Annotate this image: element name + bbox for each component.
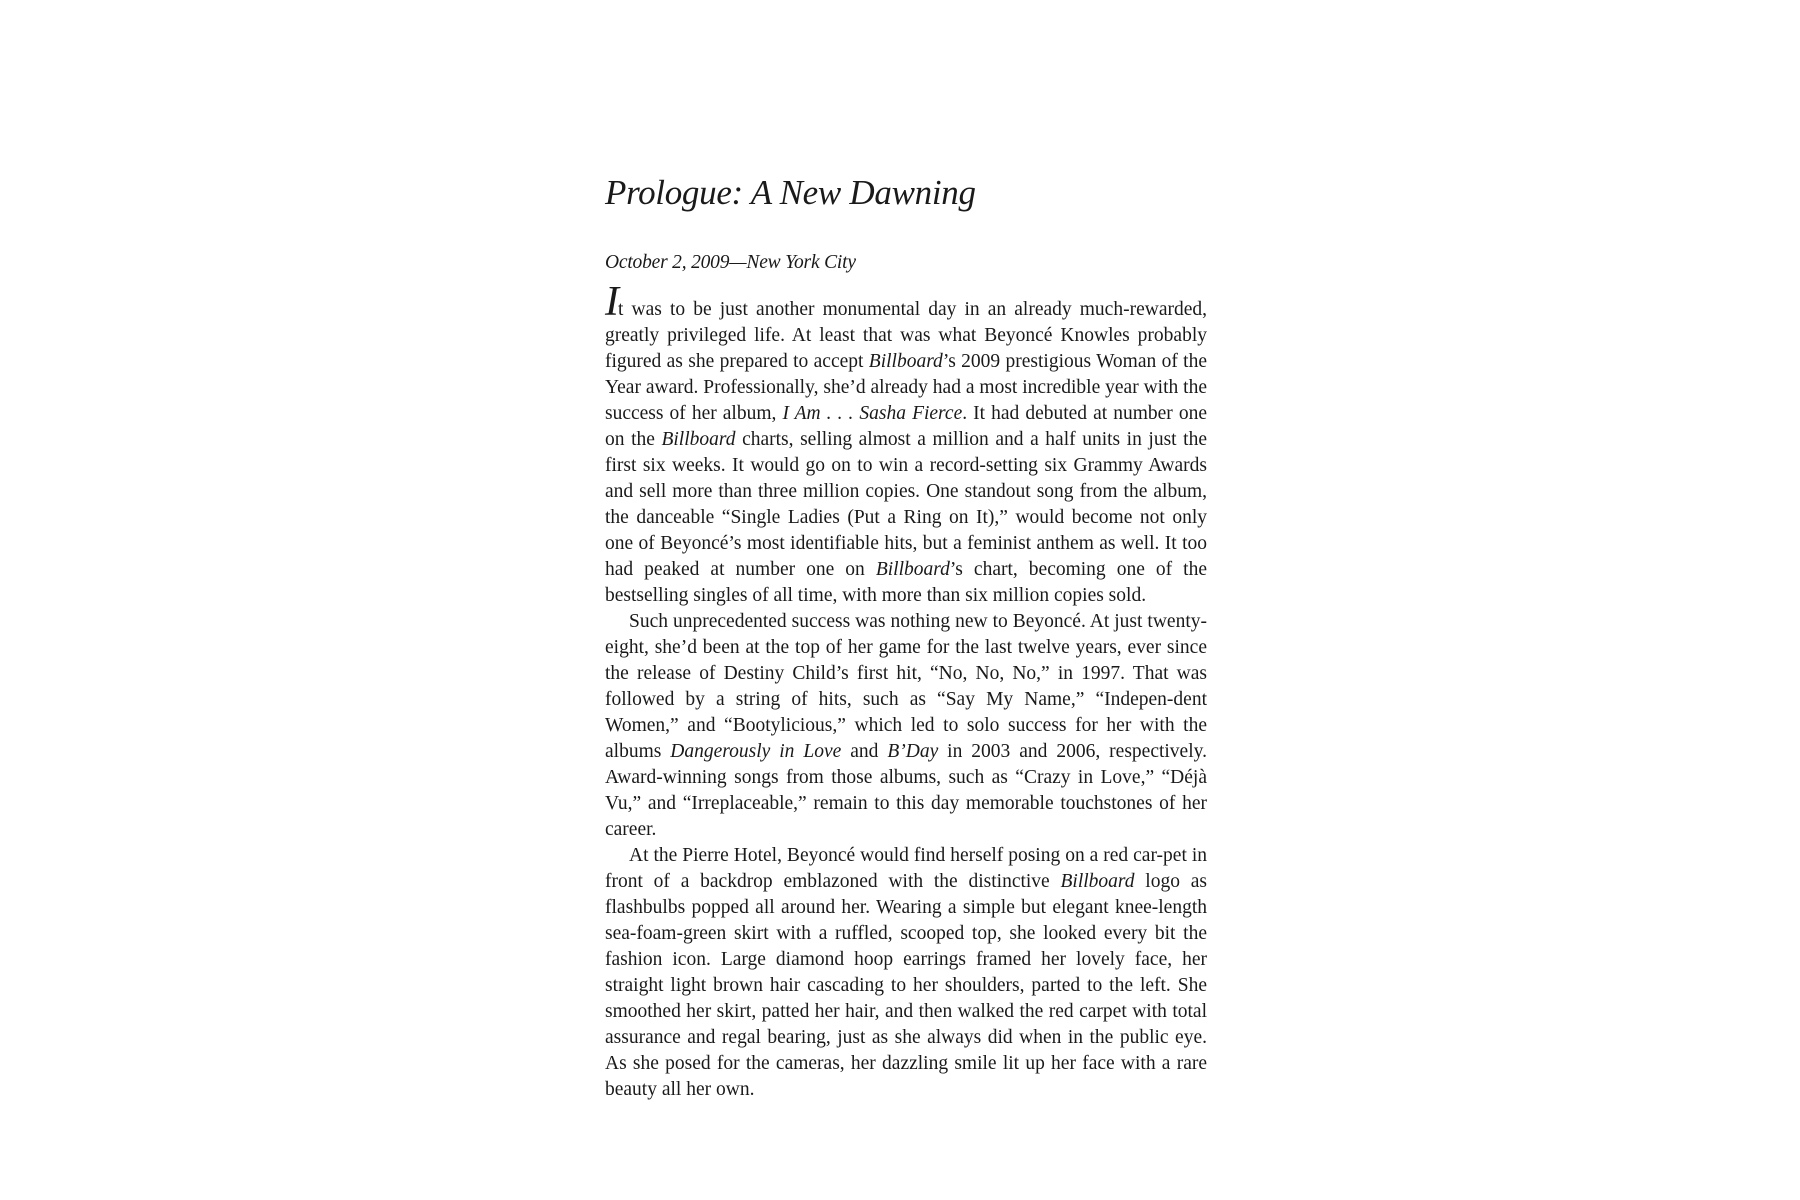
book-page xyxy=(605,172,1207,1100)
paragraph-1 xyxy=(605,279,1207,609)
italic-title: Dangerously in Love xyxy=(670,741,842,762)
italic-title: Billboard xyxy=(661,429,736,450)
text-segment: charts, selling almost a million and a half units in just the first six weeks. It would go on to win a record-setting six Grammy Awards and sell more than three million copies. One standout song from the album, the danceable “Single Ladies (Put a Ring on It),” would become not only one of Beyoncé’s most identifiable hits, but a feminist anthem as well. It too had peaked at number one on xyxy=(605,429,1207,580)
text-segment: Such unprecedented success was nothing new to Beyoncé. At just twenty-eight, she’d been at the top of her game for the last twelve years, ever since the release of Destiny Child’s first hit, “No, No, No,” in 1997. That was followed by a string of hits, such as “Say My Name,” “Indepen-dent Women,” and “Bootylicious,” which led to solo success for her with the albums xyxy=(605,611,1207,762)
text-segment: in 2003 and 2006, respectively. Award-winning songs from those albums, such as “Crazy in Love,” “Déjà Vu,” and “Irreplaceable,” remain to this day memorable touchstones of her career. xyxy=(605,741,1207,840)
text-segment: At the Pierre Hotel, Beyoncé would find herself posing on a red car-pet in front of a backdrop emblazoned with the distinctive xyxy=(605,845,1207,892)
text-segment: logo as flashbulbs popped all around her. Wearing a simple but elegant knee-length sea-foam-green skirt with a ruffled, scooped top, she looked every bit the fashion icon. Large diamond hoop earrings framed her lovely face, her straight light brown hair cascading to her shoulders, parted to the left. She smoothed her skirt, patted her hair, and then walked the red carpet with total assurance and regal bearing, just as she always did when in the public eye. As she posed for the cameras, her dazzling smile lit up her face with a rare beauty all her own. xyxy=(605,871,1207,1100)
paragraph-2 xyxy=(605,609,1207,843)
text-segment: and xyxy=(841,741,888,762)
text-segment: ’s 2009 prestigious Woman of the Year award. Professionally, she’d already had a most incredible year with the success of her album, xyxy=(605,351,1207,424)
italic-title: Billboard xyxy=(1060,871,1135,892)
chapter-body xyxy=(605,279,1207,1103)
drop-cap: I xyxy=(605,279,618,325)
italic-title: B’Day xyxy=(887,741,939,762)
italic-title: Billboard xyxy=(868,351,943,372)
dateline: October 2, 2009—New York City xyxy=(605,252,856,273)
italic-title: I Am . . . Sasha Fierce xyxy=(782,403,963,424)
text-segment: ’s chart, becoming one of the bestselling singles of all time, with more than six million copies sold. xyxy=(605,559,1207,606)
text-segment: t was to be just another monumental day in an already much-rewarded, greatly privileged life. At least that was what Beyoncé Knowles probably figured as she prepared to accept xyxy=(605,299,1207,372)
italic-title: Billboard xyxy=(875,559,950,580)
paragraph-3 xyxy=(605,843,1207,1103)
text-segment: . It had debuted at number one on the xyxy=(605,403,1207,450)
chapter-title: Prologue: A New Dawning xyxy=(605,173,976,212)
